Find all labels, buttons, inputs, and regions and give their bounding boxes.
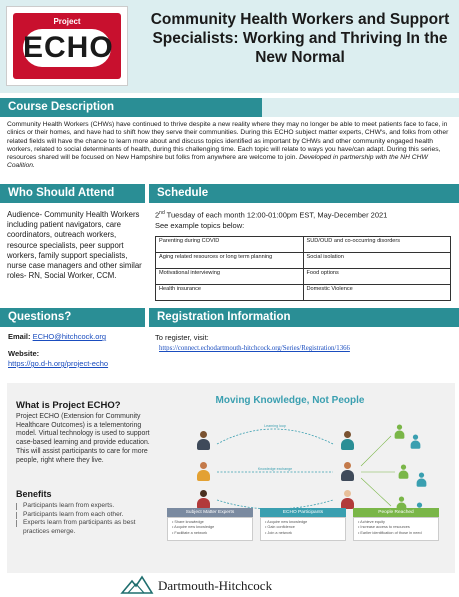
list-item: • Gain confidence <box>265 525 295 530</box>
person-reached-icon-body <box>411 441 421 449</box>
registration-text <box>155 333 455 354</box>
link-line <box>361 478 391 506</box>
who-should-attend-heading: Who Should Attend <box>0 184 145 203</box>
table-row <box>156 285 451 301</box>
project-echo-logo <box>6 6 128 86</box>
schedule-example-note: See example topics below: <box>155 220 245 230</box>
schedule-text <box>155 208 455 231</box>
list-item: • Achieve equity <box>358 520 385 524</box>
questions-heading: Questions? <box>0 308 145 327</box>
table-row <box>156 269 451 285</box>
email-line <box>8 332 148 342</box>
person-reached-icon-head <box>417 503 422 508</box>
arc-middle-label: Knowledge exchange <box>257 467 293 471</box>
dartmouth-hitchcock-logo <box>120 575 370 595</box>
people-reached-column-head: People Reached <box>353 508 439 517</box>
person-reached-icon <box>411 435 421 450</box>
email-link[interactable]: ECHO@hitchcock.org <box>32 332 107 341</box>
logo-project-text: Project <box>53 17 81 26</box>
heading-accent-bar <box>262 98 459 117</box>
echo-model-diagram <box>165 388 450 568</box>
schedule-ordinal: 2 <box>155 210 160 220</box>
participants-column-head: ECHO Participants <box>260 508 346 517</box>
person-reached-icon <box>417 473 427 488</box>
topic-cell: Food options <box>303 269 451 285</box>
participant-icon <box>341 490 354 510</box>
experts-column-head: Subject Matter Experts <box>167 508 253 517</box>
course-description-heading: Course Description <box>0 98 262 117</box>
schedule-heading: Schedule <box>149 184 459 203</box>
schedule-ordinal-suffix: nd <box>159 210 165 216</box>
logo-echo-text: ECHO <box>23 31 114 64</box>
list-item: • Increase access to resources <box>358 525 410 530</box>
person-reached-icon-head <box>419 473 424 478</box>
diagram-title: Moving Knowledge, Not People <box>215 395 365 406</box>
list-item: • Acquire new knowledge <box>265 520 308 524</box>
person-reached-icon-body <box>399 471 409 479</box>
expert-icon-head <box>200 462 207 469</box>
person-reached-icon-body <box>395 431 405 439</box>
person-reached-icon-head <box>399 497 404 502</box>
person-reached-icon <box>395 425 405 440</box>
registration-heading: Registration Information <box>149 308 459 327</box>
experts-column-body <box>167 517 253 541</box>
schedule-time: Tuesday of each month 12:00-01:00pm EST, May-December 2021 <box>164 210 388 220</box>
topic-cell: Social isolation <box>303 253 451 269</box>
person-reached-icon-body <box>417 479 427 487</box>
logo-pill <box>23 29 114 67</box>
audience-text: Audience- Community Health Workers including patient navigators, care coordinators, outreach workers, resource specialists, peer support workers, family support specialists, nurse case managers and other similar roles- RN, Social Worker, CCM. <box>7 210 142 281</box>
person-reached-icon-head <box>397 425 402 430</box>
expert-icon <box>197 490 210 510</box>
registration-label: To register, visit: <box>155 333 209 342</box>
course-description-text <box>7 121 455 171</box>
participant-icon-body <box>341 439 354 450</box>
participant-icon-head <box>344 431 351 438</box>
topic-cell: Aging related resources or long term planning <box>156 253 304 269</box>
course-description-body: Community Health Workers (CHWs) have continued to thrive despite a new reality where they may no longer be able to meet patients face to face, in clinics or their homes, and have had to shift how they serve their communities. During this ECHO subject matter experts, CHW's, and folks from other related fields will have the chance to learn more about and discuss topics identified as important by CHWs and other community engaged health workers, related to social determinants of health, during this challenging time. Each topic will relate to ways you have/can adapt. During this series, resources shared will be focused on New Hampshire but folks from anywhere are welcome to join. <box>7 121 449 162</box>
participant-icon-head <box>344 462 351 469</box>
list-item: • Share knowledge <box>172 520 204 524</box>
person-reached-icon <box>399 465 409 480</box>
what-is-echo-text: Project ECHO (Extension for Community Healthcare Outcomes) is a telementoring model. Virtual technology is used to support case-based learning and provide education. This will assist participants to care for more people, right where they live. <box>16 413 150 464</box>
participant-icon <box>341 462 354 482</box>
partnership-note: Developed in partnership with the NH CHW Coalition. <box>7 154 428 170</box>
topic-cell: Health insurance <box>156 285 304 301</box>
expert-icon <box>197 462 210 482</box>
brand-name: Dartmouth-Hitchcock <box>158 578 273 593</box>
logo-red-panel <box>13 13 121 79</box>
expert-icon-body <box>197 470 210 481</box>
list-item: • Join a network <box>265 530 292 535</box>
topic-cell: Parenting during COVID <box>156 237 304 253</box>
schedule-line <box>155 208 455 221</box>
website-label: Website: <box>8 349 40 358</box>
list-item: • Acquire new knowledge <box>172 525 215 530</box>
what-is-echo-heading: What is Project ECHO? <box>16 400 121 411</box>
benefits-heading: Benefits <box>16 489 52 499</box>
participants-column-body <box>260 517 346 541</box>
topic-cell: Domestic Violence <box>303 285 451 301</box>
registration-link-wrap <box>155 343 455 354</box>
website-block <box>8 349 148 369</box>
expert-icon-body <box>197 439 210 450</box>
person-reached-icon-head <box>401 465 406 470</box>
registration-link[interactable]: https://connect.echodartmouth-hitchcock.org/Series/Registration/1366 <box>159 345 350 352</box>
expert-icon <box>197 431 210 451</box>
list-item: Participants learn from experts. <box>16 502 156 511</box>
list-item: • Facilitate a network <box>172 530 208 535</box>
topic-cell: SUD/OUD and co-occurring disorders <box>303 237 451 253</box>
benefits-list <box>16 502 156 536</box>
website-link[interactable]: https://go.d-h.org/project-echo <box>8 359 109 368</box>
list-item: Participants learn from each other. <box>16 511 156 520</box>
arc-top-label: Learning loop <box>264 424 286 428</box>
people-reached-column-body <box>353 517 439 541</box>
person-reached-icon-head <box>413 435 418 440</box>
participant-icon-head <box>344 490 351 497</box>
arc-top <box>217 429 333 444</box>
dartmouth-hitchcock-mark-icon <box>120 575 154 595</box>
participant-icon-body <box>341 470 354 481</box>
list-item: • Earlier identification of those in need <box>358 530 422 535</box>
email-label: Email: <box>8 332 33 341</box>
expert-icon-head <box>200 431 207 438</box>
topics-table <box>155 236 451 301</box>
table-row <box>156 237 451 253</box>
link-line <box>361 436 391 466</box>
list-item: Experts learn from participants as best practices emerge. <box>16 519 156 536</box>
table-row <box>156 253 451 269</box>
expert-icon-head <box>200 490 207 497</box>
topic-cell: Motivational interviewing <box>156 269 304 285</box>
participant-icon <box>341 431 354 451</box>
page-title: Community Health Workers and Support Specialists: Working and Thriving In the New Normal <box>150 11 450 66</box>
